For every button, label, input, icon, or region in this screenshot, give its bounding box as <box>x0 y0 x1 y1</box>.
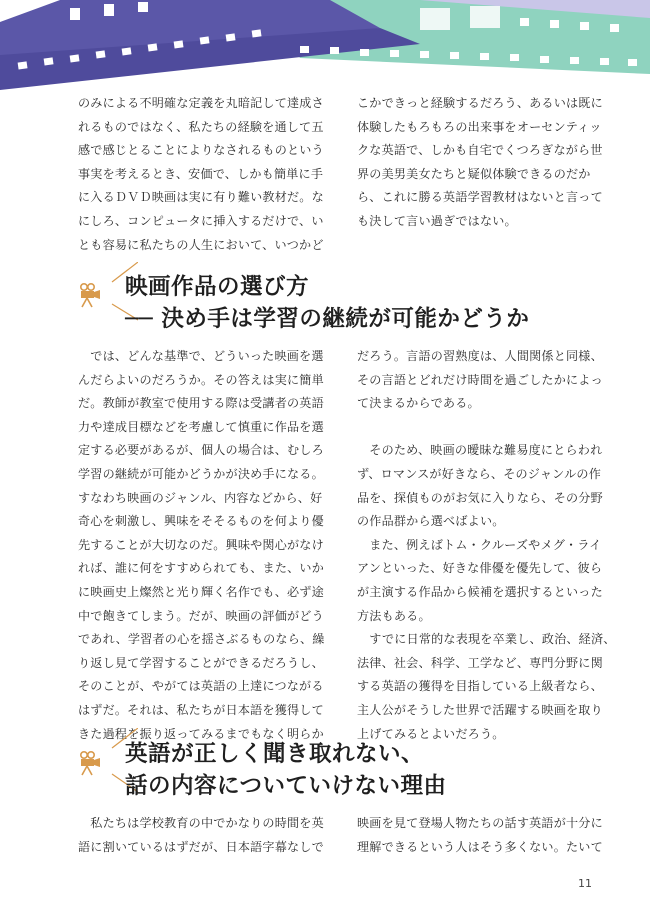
section2-title-line2: 話の内容についていけない理由 <box>125 773 447 799</box>
section2-title-line1: 英語が正しく聞き取れない、 <box>125 741 425 767</box>
section1-right-column: だろう。言語の習熟度は、人間関係と同様、 その言語とどれだけ時間を過ごしたかによっ て決まるからである。 そのため、映画の曖昧な難易度にとらわれ ず、ロマンスが好きなら、そのジャンルの作 品を、探偵ものがお気に入りなら、その分野 の作品群から選べばよい。 また、例えばトム・クルーズやメグ・ライ アンといった、好きな俳優を優先して、彼ら が主演する作品から候補を選択するといった 方法もある。 すでに日常的な表現を卒業し、政治、経済、 法律、社会、科学、工学など、専門分野に関 する英語の獲得を目指している上級者なら、 主人公がそうした世界で活躍する映画を取り 上げてみるとよいだろう。 <box>357 349 616 741</box>
top-right-column: こかできっと経験するだろう、あるいは既に 体験したもろもろの出来事をオーセンティッ クな英語で、しかも自宅でくつろぎながら世 界の美男美女たちと疑似体験できるのだか ら、これに勝る英語学習教材はないと言って も決して言い過ぎではない。 <box>357 96 603 228</box>
movie-camera-icon <box>78 282 102 308</box>
section1-title-line2: ── 決め手は学習の継続が可能かどうか <box>125 306 530 332</box>
section2-right-column: 映画を見て登場人物たちの話す英語が十分に 理解できるという人はそう多くない。たいて <box>357 816 603 854</box>
section2-heading <box>78 728 598 808</box>
section2-left-column: 私たちは学校教育の中でかなりの時間を英 語に割いているはずだが、日本語字幕なしで <box>78 816 324 854</box>
section1-title-line1: 映画作品の選び方 <box>125 274 310 300</box>
film-strip-decoration <box>0 0 650 90</box>
section1-left-column: では、どんな基準で、どういった映画を選 んだらよいのだろうか。その答えは実に簡単 だ。教師が教室で使用する際は受講者の英語 力や達成目標などを考慮して慎重に作品を選 定する必要があるが、個人の場合は、むしろ 学習の継続が可能かどうかが決め手になる。 すなわち映画のジャンル、内容などから、好 奇心を刺激し、興味をそそるものを何より優 先することが大切なのだ。興味や関心がなけ れば、誰に何をすすめられても、また、いか に映画史上燦然と光り輝く名作でも、必ず途 中で飽きてしまう。だが、映画の評価がどう であれ、学習者の心を揺さぶるものなら、繰 り返し見て学習することができるだろうし、 そのことが、やがては英語の上達につながる はずだ。それは、私たちが日本語を獲得して きた過程を振り返ってみるまでもなく明らか <box>78 349 325 741</box>
section1-heading <box>78 262 598 342</box>
page-number: 11 <box>578 877 592 890</box>
top-left-column: のみによる不明確な定義を丸暗記して達成さ れるものではなく、私たちの経験を通して五 感で感じとることによりなされるものという 事実を考えるとき、安価で、しかも簡単に手 に入るＤＶＤ映画は実に有り難い教材だ。な にしろ、コンピュータに挿入するだけで、い とも容易に私たちの人生において、いつかど <box>78 96 324 252</box>
movie-camera-icon <box>78 750 102 776</box>
